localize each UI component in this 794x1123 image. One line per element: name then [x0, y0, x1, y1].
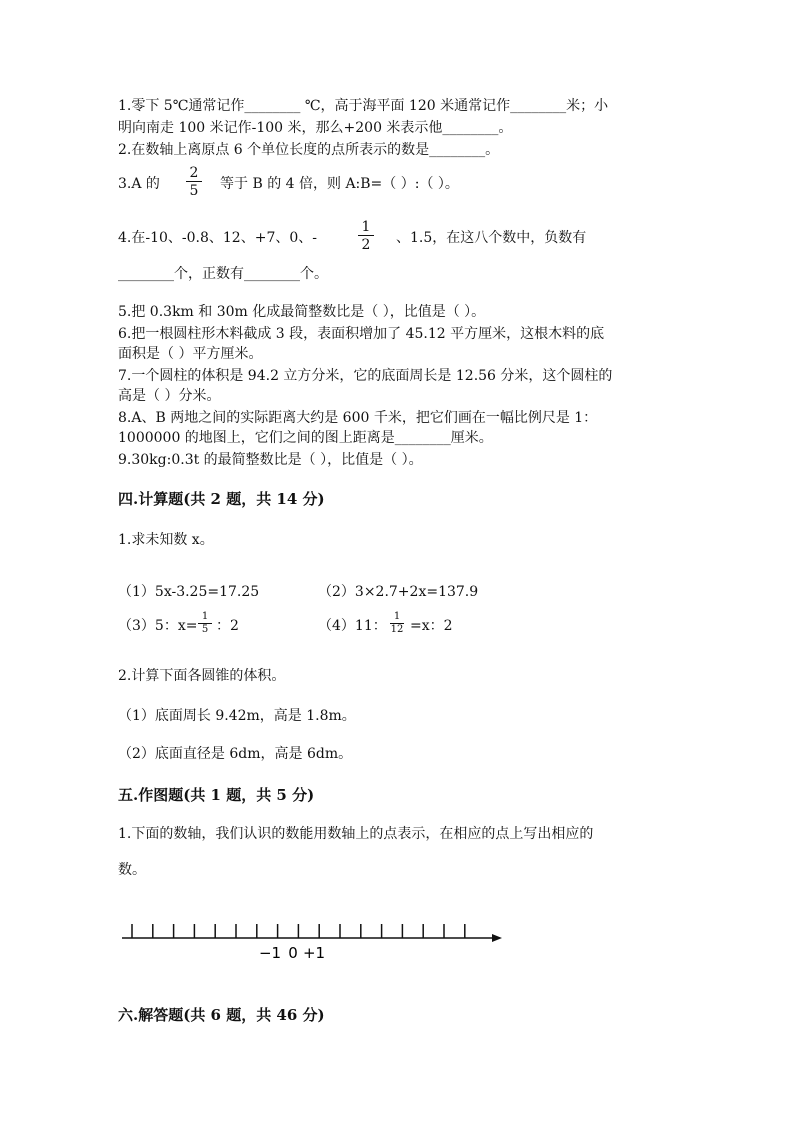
q6-line1: 6.把一根圆柱形木料截成 3 段，表面积增加了 45.12 平方厘米，这根木料的底	[118, 326, 605, 342]
equation-4-denominator: 12	[390, 624, 404, 635]
q1-line2: 明向南走 100 米记作-100 米，那么+200 米表示他________。	[118, 120, 513, 136]
q2-text: 2.在数轴上离原点 6 个单位长度的点所表示的数是________。	[118, 142, 500, 158]
q3-text-a: 3.A 的	[118, 176, 160, 192]
q7-line1: 7.一个圆柱的体积是 94.2 立方分米，它的底面周长是 12.56 分米，这个圆柱的	[118, 368, 613, 384]
axis-label-minus-1: −1	[258, 944, 282, 962]
equation-2: （2）3×2.7+2x=137.9	[318, 584, 479, 600]
q9-text: 9.30kg:0.3t 的最简整数比是（ ），比值是（ ）。	[118, 452, 423, 468]
q4-fraction	[358, 220, 374, 252]
q1-line1: 1.零下 5℃通常记作________ ℃，高于海平面 120 米通常记作________米；小	[118, 98, 609, 114]
axis-label-0: 0	[288, 944, 298, 962]
section4-q1: 1.求未知数 x。	[118, 532, 214, 548]
axis-label-plus-1: +1	[302, 944, 326, 962]
section4-q2-2: （2）底面直径是 6dm，高是 6dm。	[118, 746, 353, 762]
q4-text-a: 4.在-10、-0.8、12、+7、0、-	[118, 230, 317, 246]
section6-heading: 六.解答题(共 6 题，共 46 分)	[118, 1006, 325, 1024]
q3-fraction-denominator: 5	[189, 183, 199, 199]
q4-fraction-denominator: 2	[361, 237, 371, 253]
equation-3-denominator: 5	[201, 624, 209, 635]
equation-4-numerator: 1	[393, 611, 401, 622]
equation-3-numerator: 1	[201, 611, 209, 622]
section4-q2: 2.计算下面各圆锥的体积。	[118, 668, 286, 684]
section4-q2-1: （1）底面周长 9.42m，高是 1.8m。	[118, 708, 356, 724]
number-line-arrow	[492, 934, 502, 942]
q4-text-b: 、1.5，在这八个数中，负数有	[396, 230, 587, 246]
q7-line2: 高是（ ）分米。	[118, 388, 221, 404]
equation-3-fraction	[198, 612, 212, 635]
q3-fraction	[186, 166, 202, 198]
equation-4-a: （4）11：	[318, 618, 387, 634]
q4-line2: ________个，正数有________个。	[118, 266, 328, 282]
q3-fraction-numerator: 2	[189, 165, 199, 181]
section5-q1-line2: 数。	[118, 862, 146, 878]
q3-text-b: 等于 B 的 4 倍，则 A:B=（ ）:（ ）。	[220, 176, 459, 192]
equation-4-b: =x：2	[410, 618, 453, 634]
q5-text: 5.把 0.3km 和 30m 化成最简整数比是（ ），比值是（ ）。	[118, 304, 486, 320]
q4-fraction-numerator: 1	[361, 219, 371, 235]
equation-1: （1）5x-3.25=17.25	[118, 584, 260, 600]
q8-line1: 8.A、B 两地之间的实际距离大约是 600 千米，把它们画在一幅比例尺是 1：	[118, 410, 598, 426]
q8-line2: 1000000 的地图上，它们之间的图上距离是________厘米。	[118, 430, 493, 446]
section5-q1-line1: 1.下面的数轴，我们认识的数能用数轴上的点表示，在相应的点上写出相应的	[118, 826, 594, 842]
q6-line2: 面积是（ ）平方厘米。	[118, 346, 263, 362]
equation-3-a: （3）5：x=	[118, 618, 198, 634]
section4-heading: 四.计算题(共 2 题，共 14 分)	[118, 490, 325, 508]
equation-3-b: ：2	[216, 618, 239, 634]
number-line	[0, 918, 794, 978]
section5-heading: 五.作图题(共 1 题，共 5 分)	[118, 786, 315, 804]
equation-4-fraction	[390, 612, 404, 635]
number-line-ticks	[132, 924, 465, 938]
